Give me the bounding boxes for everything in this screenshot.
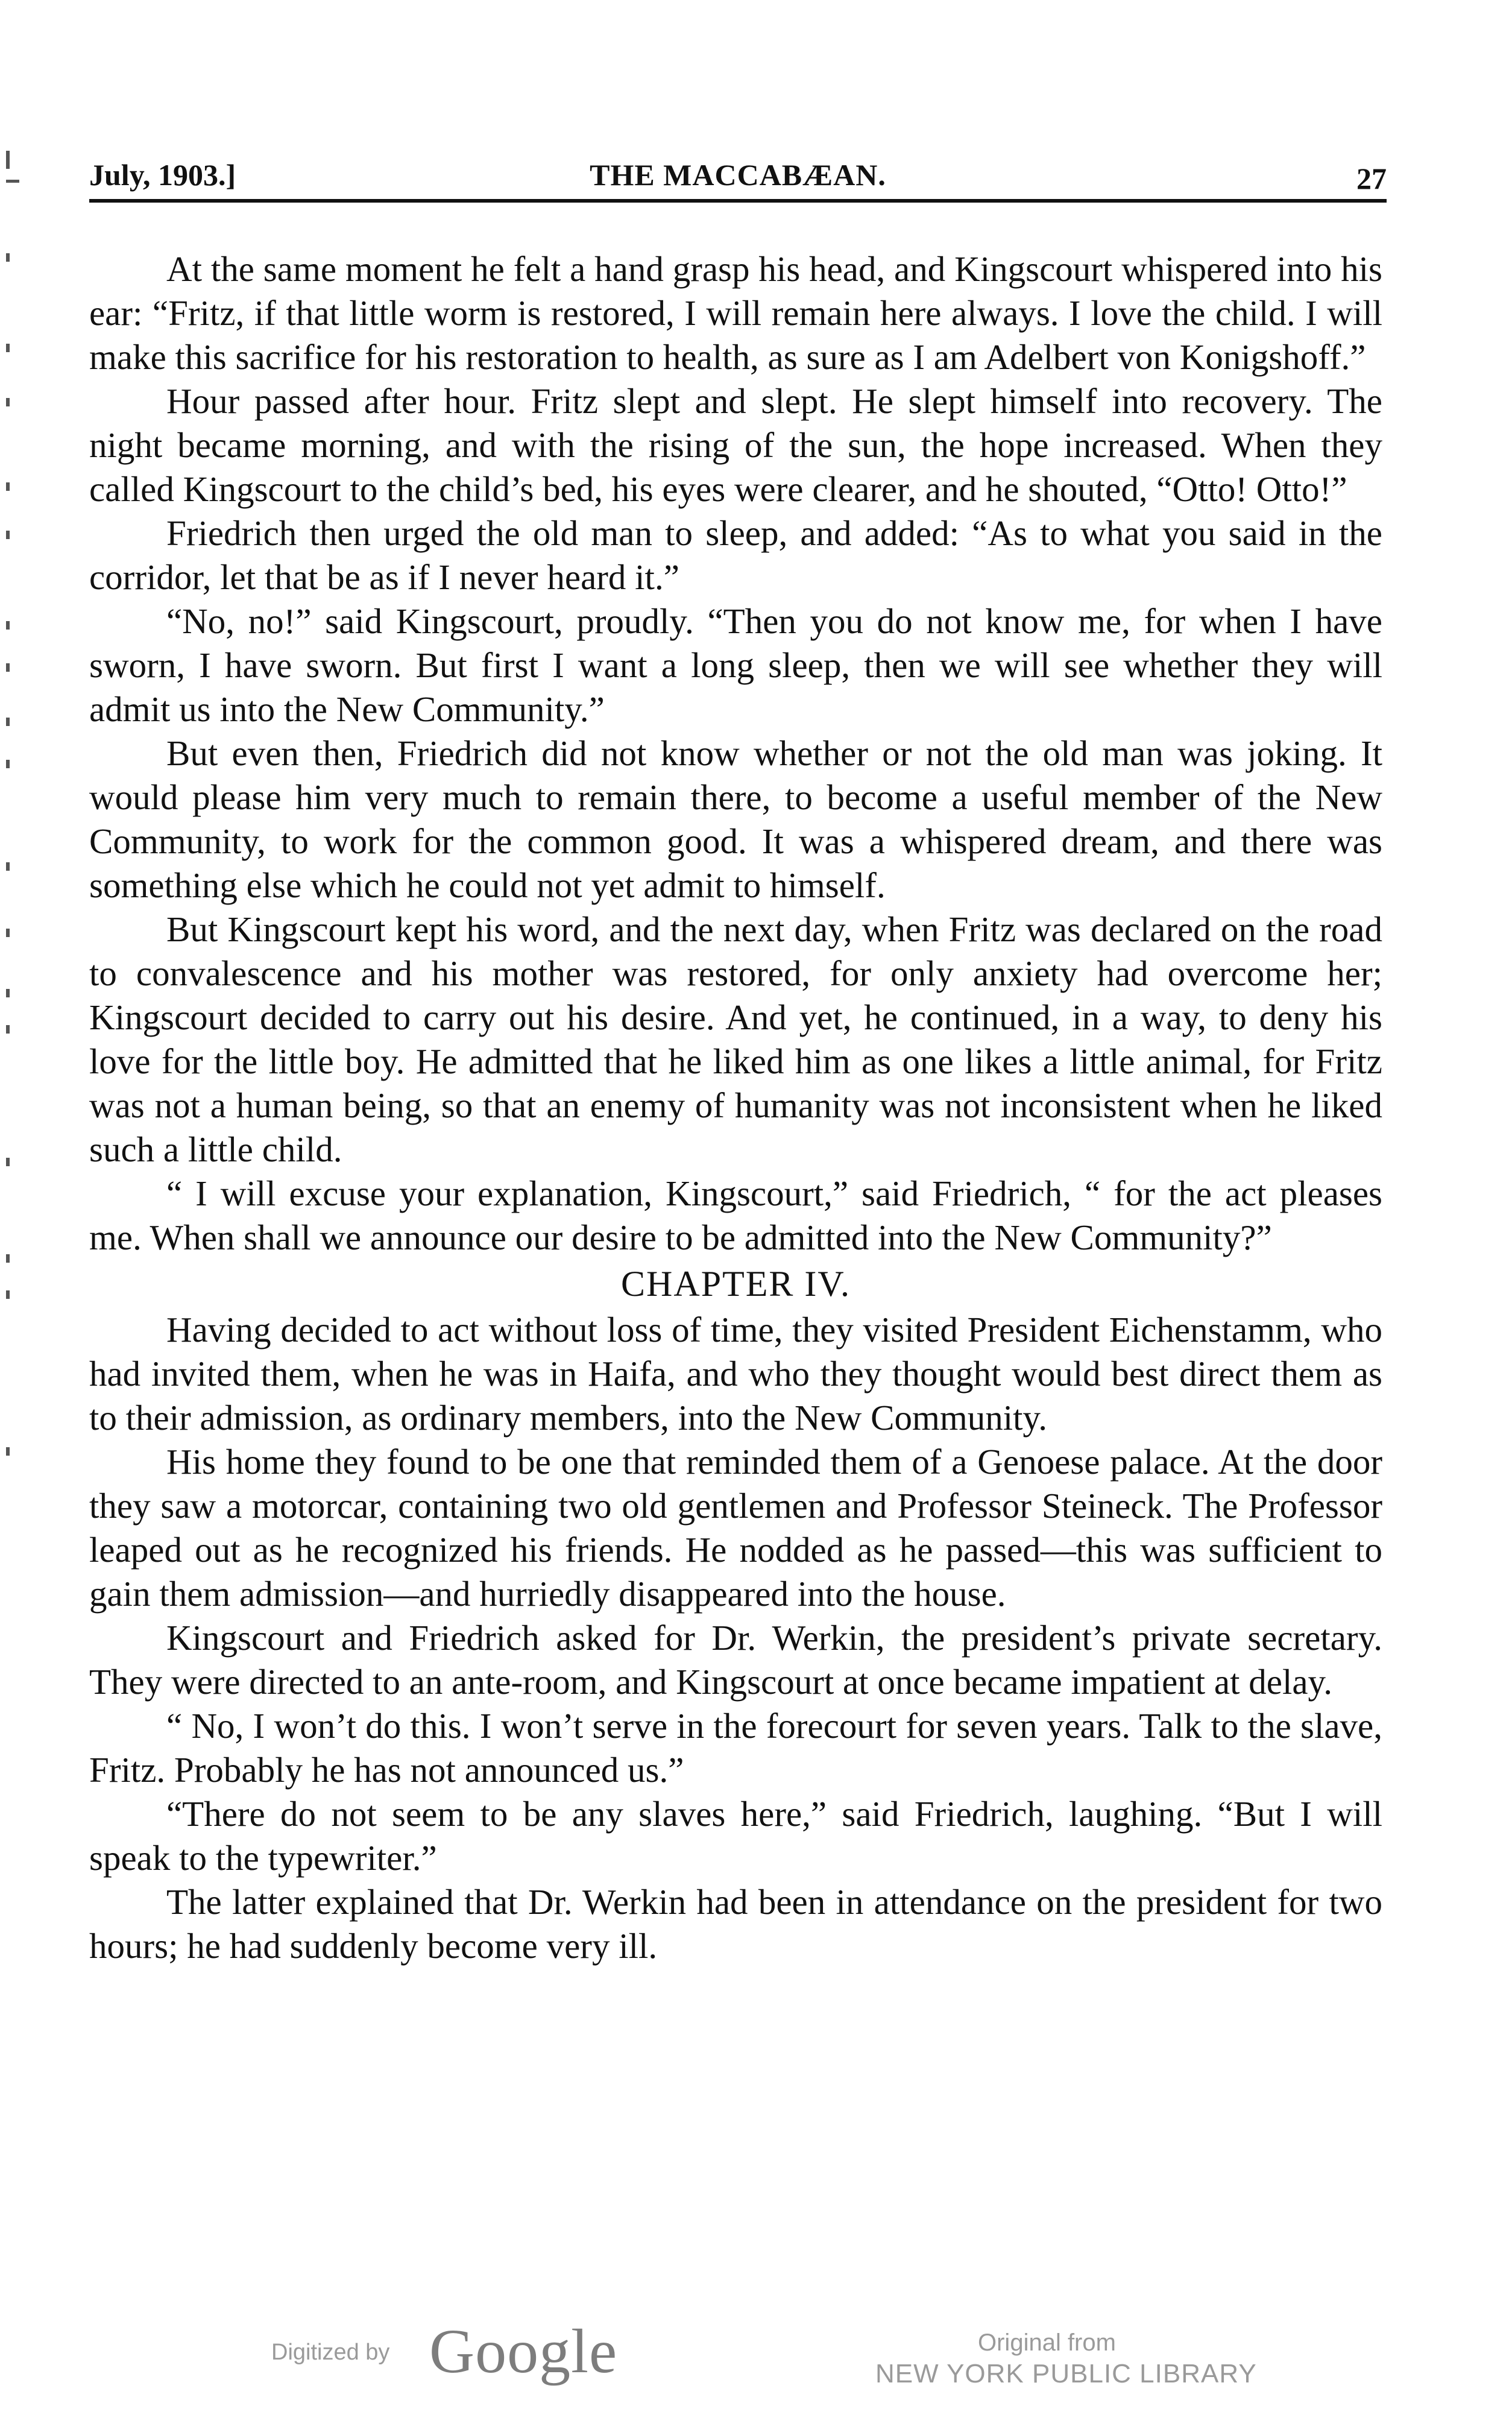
library-name: NEW YORK PUBLIC LIBRARY: [875, 2359, 1257, 2388]
paragraph: At the same moment he felt a hand grasp his head, and Kingscourt whispered into his ear: “Fritz, if that little worm is restored, I will remain here always. I love the child. I will make this sacrifice for his restoration to health, as sure as I am Adelbert von Konigshoff.”: [89, 249, 1382, 377]
digitization-footer: [0, 2303, 1512, 2394]
running-header: [89, 154, 1387, 202]
header-date: July, 1903.]: [89, 158, 236, 192]
paragraph: “No, no!” said Kingscourt, proudly. “Then you do not know me, for when I have sworn, I have sworn. But first I want a long sleep, then we will see whether they will admit us into the New Community.”: [89, 601, 1382, 729]
paragraph: Hour passed after hour. Fritz slept and slept. He slept himself into recovery. The night became morning, and with the rising of the sun, the hope increased. When they called Kingscourt to the child’s bed, his eyes were clearer, and he shouted, “Otto! Otto!”: [89, 381, 1382, 509]
library-attribution: [875, 2328, 1297, 2390]
header-rule: [89, 199, 1387, 203]
paragraph: “ I will excuse your explanation, Kingscourt,” said Friedrich, “ for the act pleases me. When shall we announce our desire to be admitted into the New Community?”: [89, 1173, 1382, 1257]
paragraph: But Kingscourt kept his word, and the next day, when Fritz was declared on the road to convalescence and his mother was restored, for only anxiety had overcome her; Kingscourt decided to carry out his desire. And yet, he continued, in a way, to deny his love for the little boy. He admitted that he liked him as one likes a little animal, for Fritz was not a human being, so that an enemy of humanity was not inconsistent when he liked such a little child.: [89, 909, 1382, 1169]
journal-title: THE MACCABÆAN.: [590, 158, 886, 192]
body-text: [89, 247, 1382, 1968]
paragraph: His home they found to be one that reminded them of a Genoese palace. At the door they saw a motorcar, containing two old gentlemen and Professor Steineck. The Professor leaped out as he recognized his friends. He nodded as he passed—this was sufficient to gain them admission—and hurriedly disappeared into the house.: [89, 1442, 1382, 1614]
left-margin-scan-marks: [2, 145, 18, 1471]
paragraph: Friedrich then urged the old man to sleep, and added: “As to what you said in the corridor, let that be as if I never heard it.”: [89, 513, 1382, 597]
paragraph: Kingscourt and Friedrich asked for Dr. Werkin, the president’s private secretary. They were directed to an ante-room, and Kingscourt at once became impatient at delay.: [89, 1618, 1382, 1702]
paragraph: “ No, I won’t do this. I won’t serve in the forecourt for seven years. Talk to the slave, Fritz. Probably he has not announced us.”: [89, 1706, 1382, 1790]
original-from-label: Original from: [978, 2329, 1116, 2356]
chapter-heading: CHAPTER IV.: [621, 1264, 851, 1304]
paragraph: But even then, Friedrich did not know whether or not the old man was joking. It would please him very much to remain there, to become a useful member of the New Community, to work for the common good. It was a whispered dream, and there was something else which he could not yet admit to himself.: [89, 733, 1382, 905]
paragraph: “There do not seem to be any slaves here,” said Friedrich, laughing. “But I will speak to the typewriter.”: [89, 1794, 1382, 1878]
page-number: 27: [1356, 162, 1387, 195]
google-logo: Google: [429, 2317, 618, 2386]
paragraph: The latter explained that Dr. Werkin had been in attendance on the president for two hours; he had suddenly become very ill.: [89, 1882, 1382, 1966]
paragraph: Having decided to act without loss of time, they visited President Eichenstamm, who had invited them, when he was in Haifa, and who they thought would best direct them as to their admission, as ordinary members, into the New Community.: [89, 1310, 1382, 1438]
digitized-by-label: Digitized by: [271, 2340, 390, 2365]
